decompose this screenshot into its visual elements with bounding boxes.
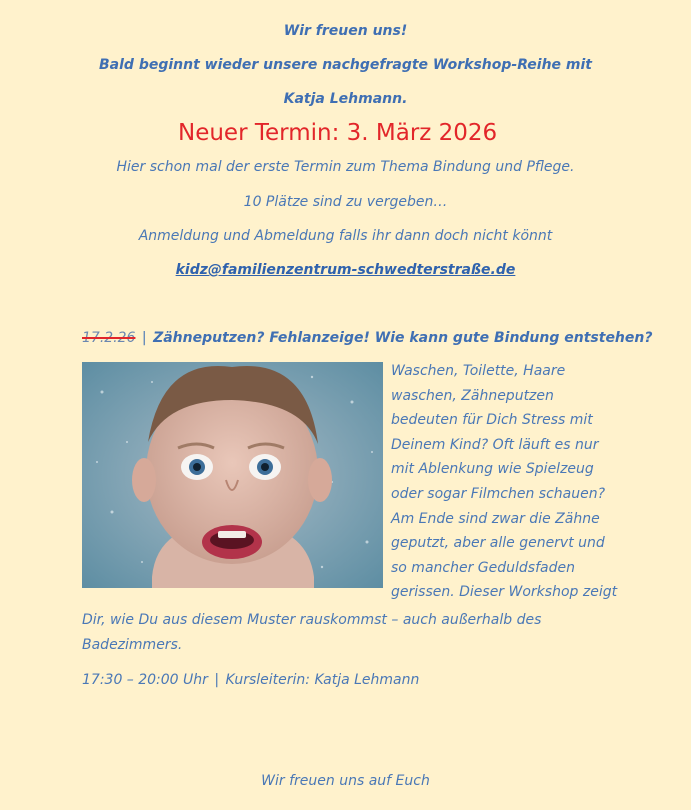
info-first-date: Hier schon mal der erste Termin zum Thema Bindung und Pflege. <box>116 159 575 175</box>
description-continuation <box>82 608 642 657</box>
footer-text: Wir freuen uns auf Euch <box>261 773 430 789</box>
intro-greeting: Wir freuen uns! <box>283 23 408 39</box>
heading-separator: | <box>141 330 147 346</box>
description-line: Dir, wie Du aus diesem Muster rauskommst – auch außerhalb des <box>82 612 542 628</box>
workshop-heading <box>82 328 652 348</box>
description-line: Waschen, Toilette, Haare <box>391 363 566 379</box>
description-line: Am Ende sind zwar die Zähne <box>391 510 600 527</box>
time-separator: | <box>214 672 220 688</box>
description-line: Badezimmers. <box>82 636 183 653</box>
intro-announcement: Bald beginnt wieder unsere nachgefragte Workshop-Reihe mit <box>99 57 592 73</box>
description-column <box>391 359 631 605</box>
description-line: so mancher Geduldsfaden <box>391 559 575 576</box>
intro-instructor: Katja Lehmann. <box>283 91 408 107</box>
workshop-title: Zähneputzen? Fehlanzeige! Wie kann gute Bindung entstehen? <box>153 330 653 346</box>
description-line: bedeuten für Dich Stress mit <box>391 412 593 429</box>
info-registration: Anmeldung und Abmeldung falls ihr dann doch nicht könnt <box>138 228 553 244</box>
workshop-leader: Kursleiterin: Katja Lehmann <box>225 672 420 688</box>
description-line: oder sogar Filmchen schauen? <box>391 485 606 502</box>
description-line: waschen, Zähneputzen <box>391 387 554 404</box>
description-line: Deinem Kind? Oft läuft es nur <box>391 436 599 453</box>
description-line: geputzt, aber alle genervt und <box>391 535 605 552</box>
description-line: gerissen. Dieser Workshop zeigt <box>391 584 618 601</box>
email-link[interactable]: kidz@familienzentrum-schwedterstraße.de <box>175 262 516 278</box>
workshop-time: 17:30 – 20:00 Uhr <box>82 672 208 688</box>
info-places: 10 Plätze sind zu vergeben… <box>243 194 448 210</box>
new-date-title: Neuer Termin: 3. März 2026 <box>178 120 498 146</box>
time-and-leader <box>82 670 419 690</box>
child-face-illustration <box>82 362 383 588</box>
email-row <box>0 260 691 280</box>
child-photo <box>82 362 383 588</box>
old-date: 17.2.26 <box>82 330 136 346</box>
description-line: mit Ablenkung wie Spielzeug <box>391 461 594 478</box>
